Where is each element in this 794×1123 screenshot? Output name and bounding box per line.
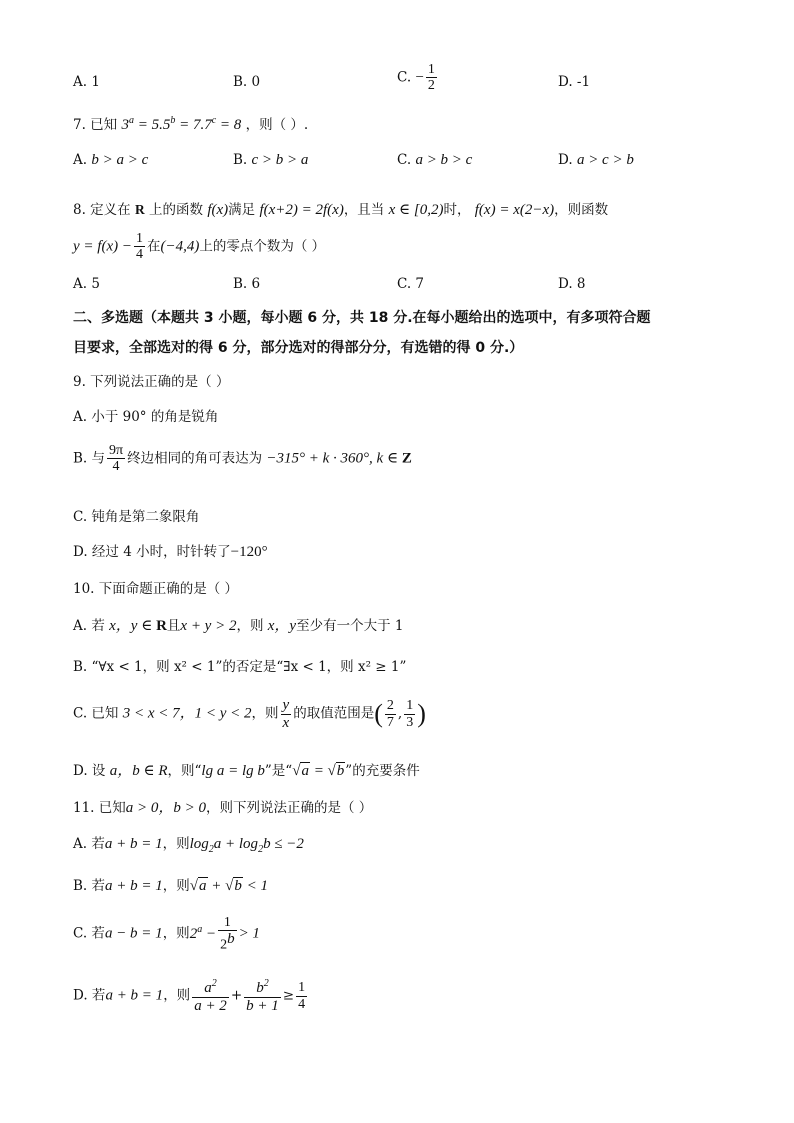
q7-option-b[interactable]: B. c > b > a xyxy=(233,152,309,168)
q8-stem-line1: 8. 定义在 R 上的函数 f(x)满足 f(x+2) = 2f(x)，且当 x ∈ [0,2)时， f(x) = x(2−x)，则函数 xyxy=(73,202,609,218)
q10-option-d[interactable]: D. 设 a，b ∈ R，则“lg a = lg b”是“√a = √b”的充要条件 xyxy=(73,763,420,779)
q8-option-d[interactable]: D. 8 xyxy=(558,276,586,292)
q9-option-d[interactable]: D. 经过 4 小时，时针转了−120° xyxy=(73,544,268,560)
q7-option-a[interactable]: A. b > a > c xyxy=(73,152,149,168)
q7-option-c[interactable]: C. a > b > c xyxy=(397,152,473,168)
q6-option-c[interactable]: C. − $\frac{1}{2}$ xyxy=(397,62,435,94)
q8-option-c[interactable]: C. 7 xyxy=(397,276,425,292)
q11-stem: 11. 已知a > 0，b > 0，则下列说法正确的是（ ） xyxy=(73,800,373,816)
q11-option-c[interactable]: C. 若a − b = 1，则$2^a$ − $\frac{1}{2^b}$ > 1 xyxy=(73,915,260,954)
q7-option-d[interactable]: D. a > c > b xyxy=(558,152,634,168)
q6-option-a[interactable]: A. 1 xyxy=(73,74,100,90)
q6-option-d[interactable]: D. -1 xyxy=(558,74,591,90)
q9-option-a[interactable]: A. 小于 90° 的角是锐角 xyxy=(73,409,219,425)
q11-option-a[interactable]: A. 若a + b = 1，则$\log_2a + \log_2b \le -2$ xyxy=(73,836,304,855)
q8-option-a[interactable]: A. 5 xyxy=(73,276,100,292)
q7-stem: 7. 已知 $3^a = 5.5^b = 7.7^c = 8$ ，则（ ）. xyxy=(73,115,309,133)
q10-option-b[interactable]: B. “∀x < 1，则 x² < 1”的否定是“∃x < 1，则 x² ≥ 1” xyxy=(73,659,407,675)
q9-option-c[interactable]: C. 钝角是第二象限角 xyxy=(73,509,200,525)
section-2-heading-line2: 目要求，全部选对的得 6 分，部分选对的得部分分，有选错的得 0 分.） xyxy=(73,340,524,356)
q10-option-c[interactable]: C. 已知 3 < x < 7，1 < y < 2，则 $\frac{y}{x}$ 的取值范围是( $\frac{2}{7}$ , $\frac{1}{3}$ ) xyxy=(73,697,426,731)
q10-stem: 10. 下面命题正确的是（ ） xyxy=(73,581,239,597)
q6-option-c-label: C. xyxy=(397,69,412,86)
q10-option-a[interactable]: A. 若 x，y ∈ R且x + y > 2，则 x，y至少有一个大于 1 xyxy=(73,618,404,634)
q11-option-d[interactable]: D. 若a + b = 1，则 $\frac{a^2}{a + 2}$ + $\frac{b^2}{b + 1}$ ≥ $\frac{1}{4}$ xyxy=(73,978,306,1014)
q8-stem-line2: y = f(x) − $\frac{1}{4}$ 在(−4,4)上的零点个数为（ ） xyxy=(73,231,326,263)
q8-option-b[interactable]: B. 6 xyxy=(233,276,261,292)
q11-option-b[interactable]: B. 若a + b = 1，则√a + √b < 1 xyxy=(73,878,268,894)
section-2-heading-line1: 二、多选题（本题共 3 小题，每小题 6 分，共 18 分.在每小题给出的选项中，有多项符合题 xyxy=(73,310,651,326)
q6-option-b[interactable]: B. 0 xyxy=(233,74,261,90)
q9-stem: 9. 下列说法正确的是（ ） xyxy=(73,374,230,390)
q9-option-b[interactable]: B. 与 $\frac{9\pi}{4}$ 终边相同的角可表达为 −315° + k · 360°, k ∈ Z xyxy=(73,443,412,475)
